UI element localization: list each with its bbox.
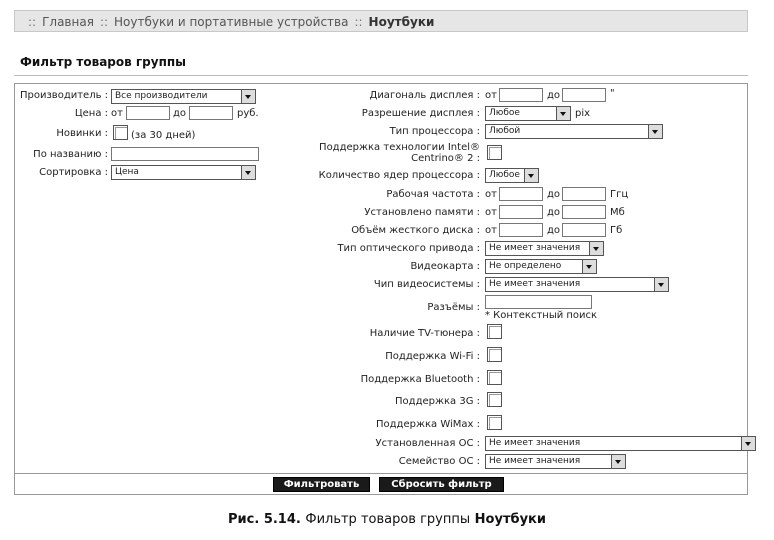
tv-tuner-checkbox[interactable] (487, 324, 502, 339)
optical-label: Тип оптического привода : (337, 243, 480, 254)
filter-button[interactable]: Фильтровать (273, 477, 370, 492)
chevron-down-icon (582, 260, 596, 273)
3g-label: Поддержка 3G : (395, 396, 480, 407)
manufacturer-label: Производитель : (20, 90, 109, 101)
new-note: (за 30 дней) (131, 130, 196, 141)
os-select[interactable] (485, 436, 756, 451)
frequency-label: Рабочая частота : (386, 189, 480, 200)
video-chip-select-value: Не имеет значения (489, 279, 581, 289)
ports-label: Разъёмы : (427, 302, 480, 313)
price-label: Цена : (74, 108, 108, 119)
memory-from-input[interactable] (499, 205, 543, 219)
price-from-label: от (111, 108, 123, 119)
cores-label: Количество ядер процессора : (318, 170, 480, 181)
3g-checkbox[interactable] (487, 392, 502, 407)
breadcrumb-separator: :: (354, 15, 363, 29)
breadcrumb-separator: :: (28, 15, 37, 29)
diagonal-unit: " (610, 88, 615, 99)
frequency-to-label: до (547, 189, 561, 200)
video-chip-select[interactable] (485, 277, 669, 292)
diagonal-to-label: до (547, 90, 561, 101)
breadcrumb (14, 10, 748, 32)
breadcrumb-current: Ноутбуки (368, 15, 435, 29)
chevron-down-icon (241, 90, 255, 103)
bluetooth-checkbox[interactable] (487, 370, 502, 385)
caption-prefix: Рис. 5.14. (228, 512, 301, 527)
os-family-label: Семейство ОС : (398, 456, 480, 467)
by-name-label: По названию : (33, 149, 108, 160)
new-checkbox[interactable] (113, 125, 128, 140)
chevron-down-icon (589, 242, 603, 255)
memory-to-input[interactable] (562, 205, 606, 219)
frequency-from-input[interactable] (499, 187, 543, 201)
chevron-down-icon (556, 107, 570, 120)
diagonal-to-input[interactable] (562, 88, 606, 102)
sort-select[interactable] (111, 165, 256, 180)
os-select-value: Не имеет значения (489, 438, 581, 448)
cores-select-value: Любое (489, 170, 520, 180)
centrino-label-line1: Поддержка технологии Intel® (319, 142, 480, 153)
chevron-down-icon (241, 166, 255, 179)
resolution-label: Разрешение дисплея : (361, 108, 480, 119)
hdd-to-input[interactable] (562, 223, 606, 237)
wimax-label: Поддержка WiMax : (376, 419, 480, 430)
resolution-select[interactable] (485, 106, 571, 121)
manufacturer-select[interactable] (111, 89, 256, 104)
price-to-label: до (173, 108, 187, 119)
breadcrumb-separator: :: (99, 15, 109, 29)
price-from-input[interactable] (126, 106, 170, 120)
ports-hint: * Контекстный поиск (485, 310, 598, 321)
cores-select[interactable] (485, 168, 539, 183)
memory-to-label: до (547, 207, 561, 218)
title-divider (14, 75, 748, 76)
videocard-label: Видеокарта : (410, 261, 480, 272)
chevron-down-icon (654, 278, 668, 291)
frequency-unit: Ггц (610, 189, 629, 200)
videocard-select-value: Не определено (489, 261, 562, 271)
diagonal-from-input[interactable] (499, 88, 543, 102)
centrino-checkbox[interactable] (487, 145, 502, 160)
optical-select-value: Не имеет значения (489, 243, 581, 253)
memory-label: Установлено памяти : (364, 207, 480, 218)
resolution-select-value: Любое (489, 108, 520, 118)
cpu-type-select-value: Любой (489, 126, 521, 136)
ports-input[interactable] (485, 295, 592, 309)
video-chip-label: Чип видеосистемы : (373, 279, 480, 290)
caption-text: Фильтр товаров группы (305, 512, 471, 527)
memory-unit: Мб (610, 207, 625, 218)
reset-filter-button[interactable]: Сбросить фильтр (379, 477, 504, 492)
os-label: Установленная ОС : (375, 438, 480, 449)
os-family-select-value: Не имеет значения (489, 456, 581, 466)
manufacturer-select-value: Все производители (115, 91, 208, 101)
wifi-checkbox[interactable] (487, 347, 502, 362)
os-family-select[interactable] (485, 454, 626, 469)
price-unit: руб. (237, 108, 259, 119)
caption-bold: Ноутбуки (474, 512, 546, 527)
wimax-checkbox[interactable] (487, 415, 502, 430)
frequency-from-label: от (485, 189, 497, 200)
resolution-unit: pix (575, 108, 591, 119)
videocard-select[interactable] (485, 259, 597, 274)
hdd-unit: Гб (610, 225, 623, 236)
diagonal-label: Диагональ дисплея : (369, 90, 480, 101)
diagonal-from-label: от (485, 90, 497, 101)
hdd-label: Объём жесткого диска : (351, 225, 480, 236)
frequency-to-input[interactable] (562, 187, 606, 201)
hdd-from-input[interactable] (499, 223, 543, 237)
figure-caption (0, 512, 774, 527)
cpu-type-select[interactable] (485, 124, 663, 139)
breadcrumb-home-link[interactable]: Главная (42, 15, 94, 29)
sort-label: Сортировка : (39, 167, 108, 178)
cpu-type-label: Тип процессора : (389, 126, 480, 137)
optical-select[interactable] (485, 241, 604, 256)
panel-title: Фильтр товаров группы (20, 55, 187, 69)
chevron-down-icon (611, 455, 625, 468)
tv-tuner-label: Наличие TV-тюнера : (369, 328, 480, 339)
new-label: Новинки : (56, 128, 108, 139)
chevron-down-icon (648, 125, 662, 138)
wifi-label: Поддержка Wi-Fi : (385, 351, 480, 362)
bluetooth-label: Поддержка Bluetooth : (360, 374, 480, 385)
sort-select-value: Цена (115, 167, 139, 177)
hdd-from-label: от (485, 225, 497, 236)
chevron-down-icon (524, 169, 538, 182)
memory-from-label: от (485, 207, 497, 218)
price-to-input[interactable] (189, 106, 233, 120)
chevron-down-icon (741, 437, 755, 450)
hdd-to-label: до (547, 225, 561, 236)
by-name-input[interactable] (111, 147, 259, 161)
centrino-label-line2: Centrino® 2 : (411, 153, 480, 164)
breadcrumb-category-link[interactable]: Ноутбуки и портативные устройства (114, 15, 349, 29)
